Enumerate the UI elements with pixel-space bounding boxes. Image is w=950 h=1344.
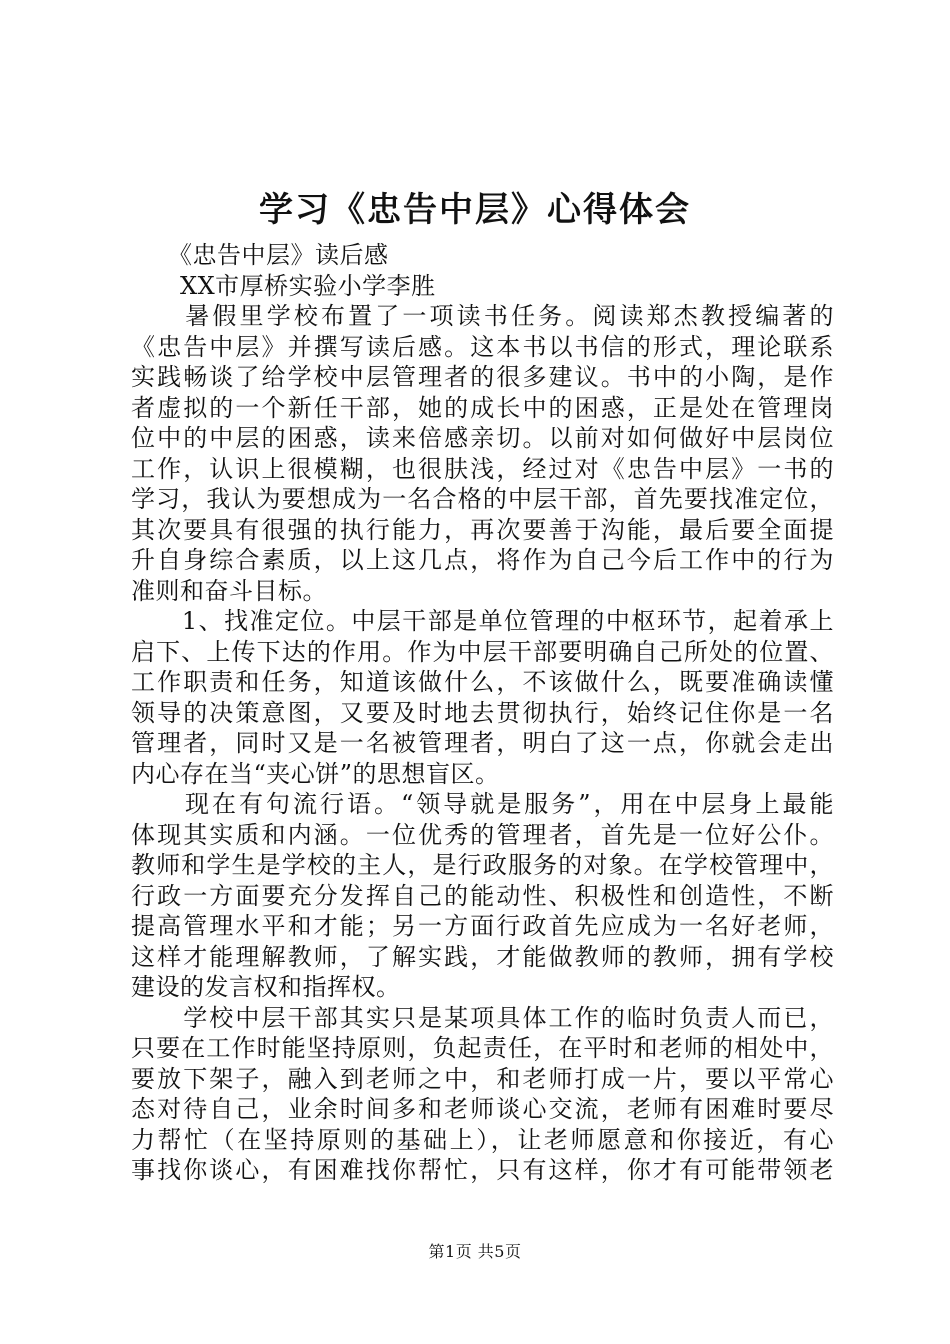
- text-line: 事找你谈心，有困难找你帮忙，只有这样，你才有可能带领老: [131, 1156, 834, 1184]
- text-line: 体现其实质和内涵。一位优秀的管理者，首先是一位好公仆。: [131, 820, 834, 849]
- text-line: XX市厚桥实验小学李胜: [131, 271, 436, 300]
- text-line: 力帮忙（在坚持原则的基础上），让老师愿意和你接近，有心: [131, 1125, 834, 1154]
- text-line: 准则和奋斗目标。: [131, 576, 327, 605]
- text-line: 者虚拟的一个新任干部，她的成长中的困惑，正是处在管理岗: [131, 393, 834, 422]
- text-line: 建设的发言权和指挥权。: [131, 973, 401, 1001]
- text-line: 实践畅谈了给学校中层管理者的很多建议。书中的小陶，是作: [131, 363, 834, 391]
- text-line: 提高管理水平和才能；另一方面行政首先应成为一名好老师，: [131, 912, 834, 940]
- text-line: 工作，认识上很模糊，也很肤浅，经过对《忠告中层》一书的: [131, 454, 834, 483]
- text-line: 位中的中层的困惑，读来倍感亲切。以前对如何做好中层岗位: [131, 424, 834, 452]
- text-line: 内心存在当“夹心饼”的思想盲区。: [131, 759, 500, 788]
- text-line: 暑假里学校布置了一项读书任务。阅读郑杰教授编著的: [131, 302, 834, 330]
- text-line: 现在有句流行语。“领导就是服务”，用在中层身上最能: [131, 790, 834, 818]
- text-line: 学习，我认为要想成为一名合格的中层干部，首先要找准定位，: [131, 485, 834, 513]
- text-line: 这样才能理解教师，了解实践，才能做教师的教师，拥有学校: [131, 942, 834, 971]
- text-line: 要放下架子，融入到老师之中，和老师打成一片，要以平常心: [131, 1064, 834, 1093]
- text-line: 领导的决策意图，又要及时地去贯彻执行，始终记住你是一名: [131, 698, 834, 727]
- text-line: 只要在工作时能坚持原则，负起责任，在平时和老师的相处中，: [131, 1034, 834, 1062]
- text-line: 态对待自己，业余时间多和老师谈心交流，老师有困难时要尽: [131, 1095, 834, 1123]
- text-line: 其次要具有很强的执行能力，再次要善于沟能，最后要全面提: [131, 515, 834, 544]
- text-line: 工作职责和任务，知道该做什么，不该做什么，既要准确读懂: [131, 668, 834, 696]
- document-title: 学习《忠告中层》心得体会: [259, 190, 691, 230]
- text-line: 1、找准定位。中层干部是单位管理的中枢环节，起着承上: [131, 607, 834, 635]
- text-line: 《忠告中层》读后感: [131, 241, 389, 269]
- page-number-footer: 第1页 共5页: [428, 1242, 522, 1261]
- text-line: 教师和学生是学校的主人，是行政服务的对象。在学校管理中，: [131, 851, 834, 879]
- text-line: 行政一方面要充分发挥自己的能动性、积极性和创造性，不断: [131, 881, 834, 910]
- text-line: 启下、上传下达的作用。作为中层干部要明确自己所处的位置、: [131, 637, 834, 666]
- document-body: [131, 240, 834, 1186]
- text-line: 《忠告中层》并撰写读后感。这本书以书信的形式，理论联系: [131, 332, 834, 361]
- text-line: 管理者，同时又是一名被管理者，明白了这一点，你就会走出: [131, 729, 834, 757]
- text-line: 学校中层干部其实只是某项具体工作的临时负责人而已，: [131, 1003, 834, 1032]
- text-line: 升自身综合素质，以上这几点，将作为自己今后工作中的行为: [131, 546, 834, 574]
